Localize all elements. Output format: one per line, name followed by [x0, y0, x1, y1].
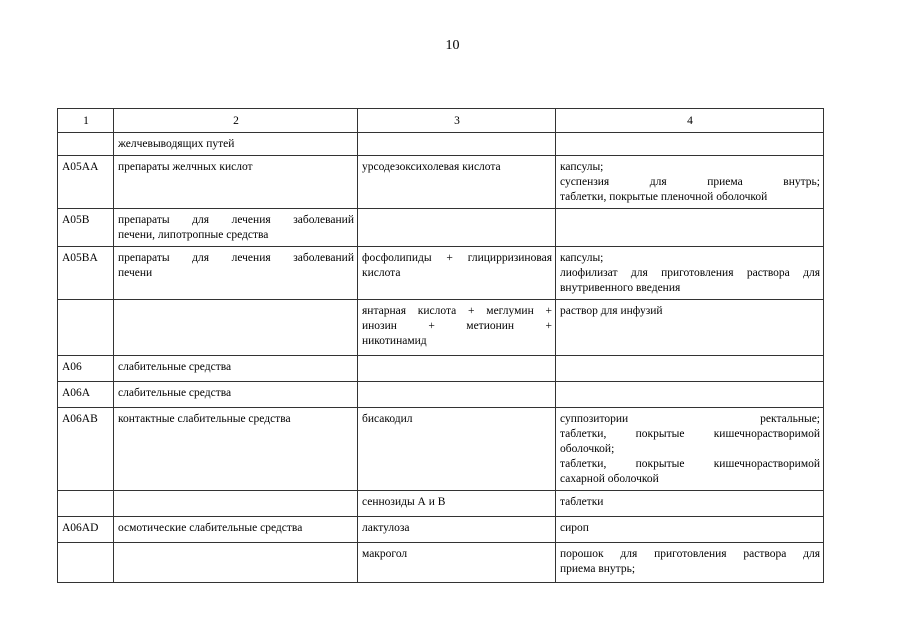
- group-name-cell: [114, 356, 358, 382]
- dosage-form-cell: [556, 491, 824, 517]
- group-name-line: препараты желчных кислот: [118, 161, 253, 173]
- group-name-line: печени, липотропные средства: [118, 229, 269, 241]
- dosage-form-cell: [556, 382, 824, 408]
- dosage-form-cell: [556, 133, 824, 156]
- atc-code-cell: [58, 543, 114, 583]
- table-row: [58, 408, 824, 491]
- table-row: [58, 209, 824, 247]
- dosage-form-line: внутривенного введения: [560, 282, 681, 294]
- group-name-cell: [114, 517, 358, 543]
- drug-table: [57, 108, 824, 583]
- group-name-cell: [114, 543, 358, 583]
- dosage-form-cell: [556, 543, 824, 583]
- dosage-form-line: приема внутрь;: [560, 563, 636, 575]
- substance-cell: [358, 356, 556, 382]
- group-name-line: препараты для лечения заболеваний: [118, 252, 354, 264]
- header-cell-2: 2: [114, 109, 358, 133]
- dosage-form-cell: [556, 408, 824, 491]
- dosage-form-line: таблетки, покрытые кишечнорастворимой: [560, 458, 820, 470]
- substance-line: янтарная кислота + меглумин +: [362, 305, 552, 317]
- atc-code-cell: A05B: [58, 209, 114, 247]
- table-row: [58, 543, 824, 583]
- atc-code-cell: A06AD: [58, 517, 114, 543]
- substance-cell: [358, 133, 556, 156]
- substance-cell: [358, 382, 556, 408]
- dosage-form-line: лиофилизат для приготовления раствора для: [560, 267, 820, 279]
- table-row: [58, 356, 824, 382]
- substance-line: бисакодил: [362, 413, 413, 425]
- table-row: [58, 491, 824, 517]
- dosage-form-cell: [556, 156, 824, 209]
- dosage-form-line: порошок для приготовления раствора для: [560, 548, 820, 560]
- atc-code-cell: A05BA: [58, 247, 114, 300]
- dosage-form-line: сахарной оболочкой: [560, 473, 659, 485]
- substance-line: фосфолипиды + глицирризиновая: [362, 252, 552, 264]
- dosage-form-cell: [556, 517, 824, 543]
- table-row: [58, 300, 824, 356]
- substance-cell: [358, 543, 556, 583]
- substance-cell: [358, 517, 556, 543]
- table-row: [58, 247, 824, 300]
- atc-code-cell: [58, 133, 114, 156]
- dosage-form-line: таблетки, покрытые пленочной оболочкой: [560, 191, 768, 203]
- dosage-form-line: таблетки, покрытые кишечнорастворимой: [560, 428, 820, 440]
- group-name-cell: [114, 408, 358, 491]
- substance-line: макрогол: [362, 548, 408, 560]
- substance-cell: [358, 300, 556, 356]
- drug-table-body: [58, 109, 824, 583]
- dosage-form-cell: [556, 300, 824, 356]
- group-name-line: препараты для лечения заболеваний: [118, 214, 354, 226]
- dosage-form-line: оболочкой;: [560, 443, 615, 455]
- dosage-form-line: раствор для инфузий: [560, 305, 663, 317]
- dosage-form-line: капсулы;: [560, 252, 604, 264]
- atc-code-cell: A06: [58, 356, 114, 382]
- header-cell-4: 4: [556, 109, 824, 133]
- group-name-cell: [114, 247, 358, 300]
- dosage-form-line: сироп: [560, 522, 589, 534]
- substance-line: никотинамид: [362, 335, 427, 347]
- dosage-form-line: суспензия для приема внутрь;: [560, 176, 820, 188]
- dosage-form-cell: [556, 356, 824, 382]
- dosage-form-line: таблетки: [560, 496, 604, 508]
- substance-cell: [358, 247, 556, 300]
- atc-code-cell: A05AA: [58, 156, 114, 209]
- group-name-line: слабительные средства: [118, 387, 232, 399]
- group-name-cell: [114, 156, 358, 209]
- group-name-cell: [114, 133, 358, 156]
- substance-line: лактулоза: [362, 522, 410, 534]
- header-cell-1: 1: [58, 109, 114, 133]
- substance-cell: [358, 491, 556, 517]
- group-name-line: слабительные средства: [118, 361, 232, 373]
- atc-code-cell: A06AB: [58, 408, 114, 491]
- group-name-line: контактные слабительные средства: [118, 413, 291, 425]
- atc-code-cell: A06A: [58, 382, 114, 408]
- dosage-form-line: капсулы;: [560, 161, 604, 173]
- table-row: [58, 133, 824, 156]
- group-name-line: осмотические слабительные средства: [118, 522, 303, 534]
- group-name-line: желчевыводящих путей: [118, 138, 235, 150]
- group-name-line: печени: [118, 267, 153, 279]
- table-row: [58, 517, 824, 543]
- atc-code-cell: [58, 300, 114, 356]
- dosage-form-cell: [556, 247, 824, 300]
- group-name-cell: [114, 209, 358, 247]
- header-cell-3: 3: [358, 109, 556, 133]
- substance-line: инозин + метионин +: [362, 320, 552, 332]
- group-name-cell: [114, 300, 358, 356]
- substance-line: урсодезоксихолевая кислота: [362, 161, 501, 173]
- atc-code-cell: [58, 491, 114, 517]
- substance-cell: [358, 209, 556, 247]
- substance-cell: [358, 156, 556, 209]
- dosage-form-line: суппозитории ректальные;: [560, 413, 820, 425]
- dosage-form-cell: [556, 209, 824, 247]
- table-header-row: [58, 109, 824, 133]
- substance-line: кислота: [362, 267, 401, 279]
- table-row: [58, 382, 824, 408]
- substance-cell: [358, 408, 556, 491]
- page-number: 10: [445, 38, 460, 53]
- group-name-cell: [114, 382, 358, 408]
- substance-line: сеннозиды А и В: [362, 496, 446, 508]
- table-row: [58, 156, 824, 209]
- group-name-cell: [114, 491, 358, 517]
